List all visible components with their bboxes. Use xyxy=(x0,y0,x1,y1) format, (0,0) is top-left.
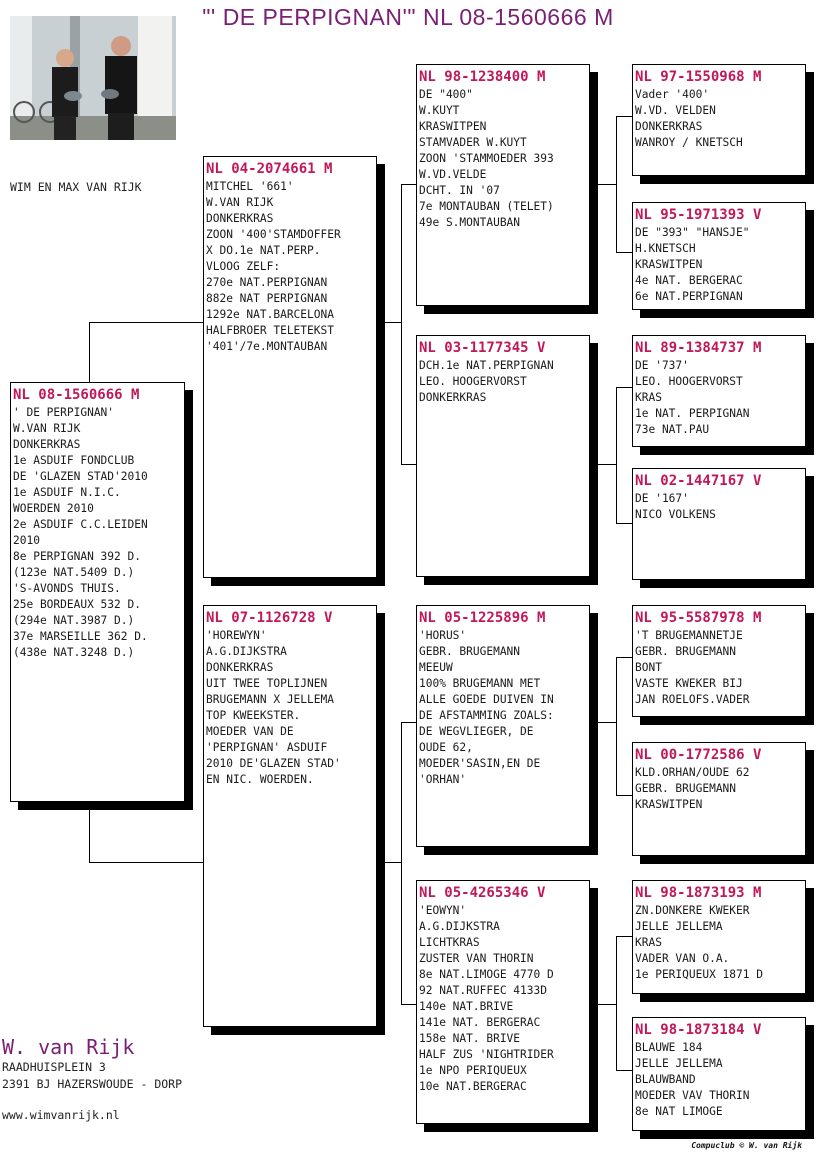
breeder-website-link[interactable]: www.wimvanrijk.nl xyxy=(2,1108,120,1122)
ring-number: NL 05-4265346 V xyxy=(419,885,546,901)
copyright-notice: Compuclub © W. van Rijk xyxy=(691,1141,802,1150)
card-line: 1e ASDUIF N.I.C. xyxy=(13,486,121,499)
card-line: 10e NAT.BERGERAC xyxy=(419,1080,527,1093)
card-line: 2010 DE'GLAZEN STAD' xyxy=(206,757,341,770)
card-line: 270e NAT.PERPIGNAN xyxy=(206,276,328,289)
card-line: WOERDEN 2010 xyxy=(13,502,94,515)
card-line: EN NIC. WOERDEN. xyxy=(206,773,314,786)
pigeon-card-sds xyxy=(632,335,806,447)
card-line: MOEDER VAV THORIN xyxy=(635,1089,750,1102)
connector-line xyxy=(616,936,632,937)
connector-line xyxy=(401,464,416,465)
card-line: ZOON 'STAMMOEDER 393 xyxy=(419,152,554,165)
card-line: X DO.1e NAT.PERP. xyxy=(206,244,321,257)
connector-line xyxy=(616,1070,632,1071)
card-line: 2010 xyxy=(13,534,40,547)
breeder-name: W. van Rijk xyxy=(2,1035,135,1059)
card-line: KRAS xyxy=(635,391,662,404)
card-line: DONKERKRAS xyxy=(13,438,81,451)
card-line: GEBR. BRUGEMANN xyxy=(635,782,737,795)
connector-line xyxy=(589,1004,616,1005)
ring-number: NL 97-1550968 M xyxy=(635,69,762,85)
pigeon-card-dam-sire xyxy=(416,605,590,847)
card-line: JELLE JELLEMA xyxy=(635,920,723,933)
connector-line xyxy=(616,657,632,658)
card-line: '401'/7e.MONTAUBAN xyxy=(206,340,328,353)
connector-line xyxy=(401,1004,416,1005)
card-line: 'S-AVONDS THUIS. xyxy=(13,582,121,595)
card-line: 'ORHAN' xyxy=(419,773,467,786)
card-line: KRAS xyxy=(635,936,662,949)
card-line: DE '167' xyxy=(635,492,689,505)
ring-number: NL 89-1384737 M xyxy=(635,340,762,356)
card-line: 4e NAT. BERGERAC xyxy=(635,274,743,287)
card-line: 'EOWYN' xyxy=(419,904,467,917)
connector-line xyxy=(589,722,616,723)
card-line: 8e NAT LIMOGE xyxy=(635,1105,723,1118)
card-line: 49e S.MONTAUBAN xyxy=(419,216,521,229)
card-line: DONKERKRAS xyxy=(419,391,487,404)
card-line: ALLE GOEDE DUIVEN IN xyxy=(419,693,554,706)
card-line: 882e NAT PERPIGNAN xyxy=(206,292,328,305)
card-line: 100% BRUGEMANN MET xyxy=(419,677,541,690)
card-line: W.VAN RIJK xyxy=(206,196,274,209)
pigeon-card-sire-dam xyxy=(416,335,590,577)
pigeon-card-dam-dam xyxy=(416,880,590,1124)
card-line: 'HOREWYN' xyxy=(206,629,267,642)
card-line: BONT xyxy=(635,661,662,674)
card-line: (123e NAT.5409 D.) xyxy=(13,566,135,579)
connector-line xyxy=(376,322,401,323)
card-line: GEBR. BRUGEMANN xyxy=(419,645,521,658)
pigeon-card-dsd xyxy=(632,742,806,856)
ring-number: NL 00-1772586 V xyxy=(635,747,762,763)
connector-line xyxy=(589,184,616,185)
card-line: (438e NAT.3248 D.) xyxy=(13,646,135,659)
card-line: 8e PERPIGNAN 392 D. xyxy=(13,550,141,563)
card-line: BRUGEMANN X JELLEMA xyxy=(206,693,334,706)
card-line: JELLE JELLEMA xyxy=(635,1057,723,1070)
pigeon-card-dss xyxy=(632,605,806,717)
card-line: UIT TWEE TOPLIJNEN xyxy=(206,677,328,690)
card-line: ' DE PERPIGNAN' xyxy=(13,406,115,419)
connector-line xyxy=(616,387,617,523)
card-line: KRASWITPEN xyxy=(419,120,487,133)
card-line: 'T BRUGEMANNETJE xyxy=(635,629,743,642)
card-line: MOEDER'SASIN,EN DE xyxy=(419,757,541,770)
pigeon-card-dam xyxy=(203,605,377,1027)
pigeon-card-subject xyxy=(10,382,185,802)
card-line: LEO. HOOGERVORST xyxy=(635,375,743,388)
card-line: 'HORUS' xyxy=(419,629,467,642)
connector-line xyxy=(89,322,203,323)
owner-names: WIM EN MAX VAN RIJK xyxy=(10,180,142,194)
card-line: HALF ZUS 'NIGHTRIDER xyxy=(419,1048,554,1061)
card-line: 6e NAT.PERPIGNAN xyxy=(635,290,743,303)
card-line: 158e NAT. BRIVE xyxy=(419,1032,521,1045)
ring-number: NL 08-1560666 M xyxy=(13,387,140,403)
connector-line xyxy=(401,722,402,1004)
card-line: DCH.1e NAT.PERPIGNAN xyxy=(419,359,554,372)
card-line: 1292e NAT.BARCELONA xyxy=(206,308,334,321)
card-line: NICO VOLKENS xyxy=(635,508,716,521)
connector-line xyxy=(401,184,416,185)
card-line: ZN.DONKERE KWEKER xyxy=(635,904,750,917)
card-line: VASTE KWEKER BIJ xyxy=(635,677,743,690)
card-line: WANROY / KNETSCH xyxy=(635,136,743,149)
card-line: DONKERKRAS xyxy=(635,120,703,133)
pigeon-card-ssd xyxy=(632,202,806,310)
ring-number: NL 98-1873184 V xyxy=(635,1022,762,1038)
card-line: JAN ROELOFS.VADER xyxy=(635,693,750,706)
card-line: 8e NAT.LIMOGE 4770 D xyxy=(419,968,554,981)
card-line: Vader '400' xyxy=(635,88,710,101)
pigeon-card-sss xyxy=(632,64,806,176)
card-line: MOEDER VAN DE xyxy=(206,725,294,738)
card-line: W.VD. VELDEN xyxy=(635,104,716,117)
card-line: 73e NAT.PAU xyxy=(635,423,710,436)
card-line: DE WEGVLIEGER, DE xyxy=(419,725,534,738)
card-line: DE '737' xyxy=(635,359,689,372)
connector-line xyxy=(616,387,632,388)
card-line: MITCHEL '661' xyxy=(206,180,294,193)
pigeon-card-ddd xyxy=(632,1017,806,1131)
connector-line xyxy=(616,252,632,253)
breeder-street: RAADHUISPLEIN 3 xyxy=(2,1060,106,1074)
card-line: W.VD.VELDE xyxy=(419,168,487,181)
card-line: H.KNETSCH xyxy=(635,242,696,255)
connector-line xyxy=(616,936,617,1070)
card-line: 1e PERIQUEUX 1871 D xyxy=(635,968,763,981)
card-line: (294e NAT.3987 D.) xyxy=(13,614,135,627)
connector-line xyxy=(376,862,401,863)
card-line: 1e ASDUIF FONDCLUB xyxy=(13,454,135,467)
pigeon-card-sdd xyxy=(632,468,806,580)
card-line: DE "393" "HANSJE" xyxy=(635,226,750,239)
card-line: W.KUYT xyxy=(419,104,460,117)
card-line: GEBR. BRUGEMANN xyxy=(635,645,737,658)
connector-line xyxy=(616,116,632,117)
card-line: KRASWITPEN xyxy=(635,798,703,811)
card-line: LEO. HOOGERVORST xyxy=(419,375,527,388)
card-line: DE "400" xyxy=(419,88,473,101)
card-line: VLOOG ZELF: xyxy=(206,260,281,273)
pigeon-card-sire xyxy=(203,156,377,578)
ring-number: NL 07-1126728 V xyxy=(206,610,333,626)
connector-line xyxy=(401,184,402,464)
card-line: W.VAN RIJK xyxy=(13,422,81,435)
card-line: TOP KWEEKSTER. xyxy=(206,709,301,722)
ring-number: NL 95-1971393 V xyxy=(635,207,762,223)
card-line: DE 'GLAZEN STAD'2010 xyxy=(13,470,148,483)
ring-number: NL 04-2074661 M xyxy=(206,161,333,177)
card-line: ZOON '400'STAMDOFFER xyxy=(206,228,341,241)
card-line: DONKERKRAS xyxy=(206,212,274,225)
card-line: 141e NAT. BERGERAC xyxy=(419,1016,541,1029)
card-line: A.G.DIJKSTRA xyxy=(419,920,500,933)
card-line: 92 NAT.RUFFEC 4133D xyxy=(419,984,547,997)
card-line: 140e NAT.BRIVE xyxy=(419,1000,514,1013)
connector-line xyxy=(616,523,632,524)
card-line: MEEUW xyxy=(419,661,453,674)
card-line: 'PERPIGNAN' ASDUIF xyxy=(206,741,328,754)
card-line: 2e ASDUIF C.C.LEIDEN xyxy=(13,518,148,531)
card-line: 37e MARSEILLE 362 D. xyxy=(13,630,148,643)
card-line: 1e NPO PERIQUEUX xyxy=(419,1064,527,1077)
card-line: BLAUWBAND xyxy=(635,1073,696,1086)
pigeon-card-sire-sire xyxy=(416,64,590,306)
page-title: "' DE PERPIGNAN'" NL 08-1560666 M xyxy=(202,4,614,30)
card-line: STAMVADER W.KUYT xyxy=(419,136,527,149)
owners-photo xyxy=(10,16,176,140)
connector-line xyxy=(589,464,616,465)
connector-line xyxy=(616,657,617,795)
connector-line xyxy=(401,722,416,723)
card-line: 7e MONTAUBAN (TELET) xyxy=(419,200,554,213)
card-line: LICHTKRAS xyxy=(419,936,480,949)
card-line: A.G.DIJKSTRA xyxy=(206,645,287,658)
card-line: DE AFSTAMMING ZOALS: xyxy=(419,709,554,722)
ring-number: NL 98-1238400 M xyxy=(419,69,546,85)
card-line: OUDE 62, xyxy=(419,741,473,754)
ring-number: NL 02-1447167 V xyxy=(635,473,762,489)
connector-line xyxy=(616,795,632,796)
connector-line xyxy=(616,116,617,252)
ring-number: NL 95-5587978 M xyxy=(635,610,762,626)
ring-number: NL 05-1225896 M xyxy=(419,610,546,626)
breeder-city: 2391 BJ HAZERSWOUDE - DORP xyxy=(2,1077,183,1091)
card-line: 25e BORDEAUX 532 D. xyxy=(13,598,141,611)
ring-number: NL 98-1873193 M xyxy=(635,885,762,901)
card-line: KRASWITPEN xyxy=(635,258,703,271)
ring-number: NL 03-1177345 V xyxy=(419,340,546,356)
connector-line xyxy=(89,322,90,384)
connector-line xyxy=(89,802,90,862)
card-line: 1e NAT. PERPIGNAN xyxy=(635,407,750,420)
card-line: VADER VAN O.A. xyxy=(635,952,730,965)
card-line: BLAUWE 184 xyxy=(635,1041,703,1054)
card-line: ZUSTER VAN THORIN xyxy=(419,952,534,965)
card-line: DONKERKRAS xyxy=(206,661,274,674)
card-line: DCHT. IN '07 xyxy=(419,184,500,197)
card-line: HALFBROER TELETEKST xyxy=(206,324,334,337)
card-line: KLD.ORHAN/OUDE 62 xyxy=(635,766,750,779)
connector-line xyxy=(89,862,203,863)
pigeon-card-dds xyxy=(632,880,806,994)
